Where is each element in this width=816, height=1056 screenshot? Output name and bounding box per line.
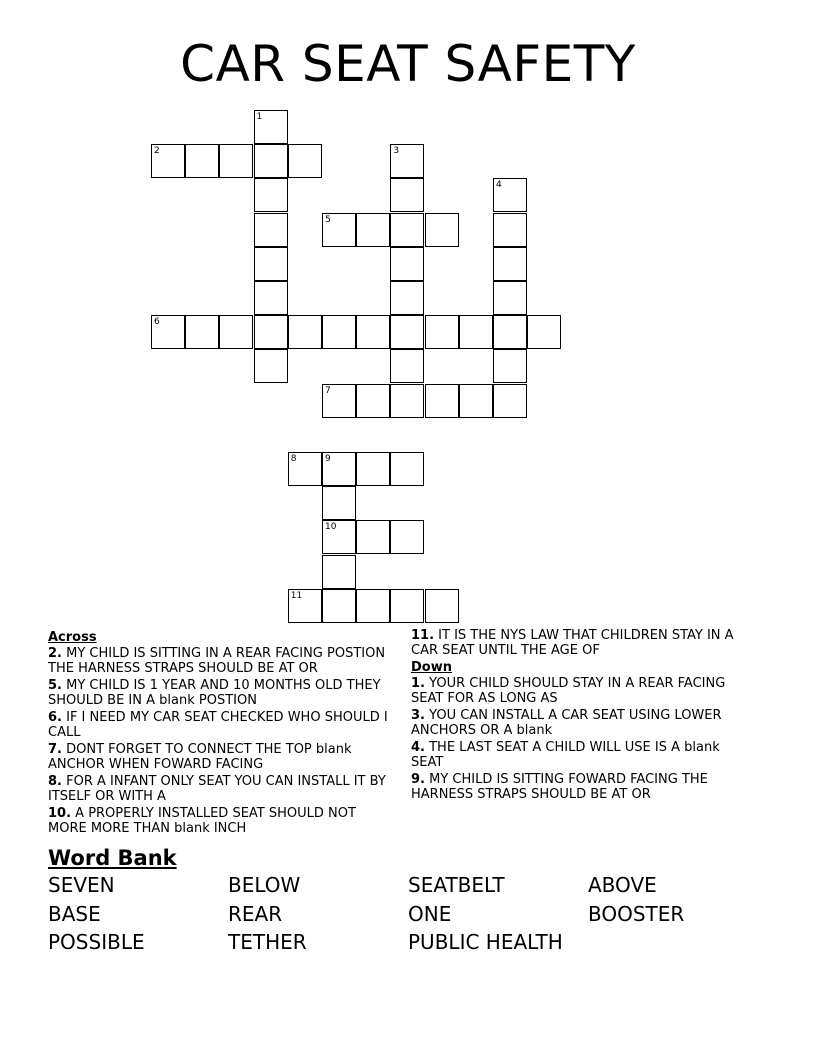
crossword-cell[interactable]	[185, 315, 219, 349]
word-bank-item: BASE	[48, 901, 101, 926]
clue-item-number: 1.	[411, 676, 425, 691]
crossword-cell[interactable]	[254, 315, 288, 349]
crossword-cell[interactable]	[288, 315, 322, 349]
crossword-cell[interactable]	[322, 555, 356, 589]
crossword-cell[interactable]	[390, 247, 424, 281]
clue-item	[411, 740, 753, 770]
crossword-cell[interactable]	[425, 589, 459, 623]
crossword-cell[interactable]	[356, 315, 390, 349]
clue-item	[48, 710, 396, 740]
crossword-cell[interactable]	[356, 213, 390, 247]
crossword-cell[interactable]	[390, 144, 424, 178]
clue-item-number: 7.	[48, 742, 62, 757]
clue-item-text: THE LAST SEAT A CHILD WILL USE IS A blank SEAT	[411, 740, 720, 770]
clue-item-text: IT IS THE NYS LAW THAT CHILDREN STAY IN A CAR SEAT UNTIL THE AGE OF	[411, 628, 734, 658]
clue-item	[48, 678, 396, 708]
down-heading: Down	[411, 660, 452, 675]
clue-item-number: 9.	[411, 772, 425, 787]
crossword-cell[interactable]	[493, 349, 527, 383]
clue-item-text: A PROPERLY INSTALLED SEAT SHOULD NOT MORE MORE THAN blank INCH	[48, 806, 356, 836]
crossword-cell[interactable]	[254, 178, 288, 212]
crossword-cell[interactable]	[322, 589, 356, 623]
crossword-cell[interactable]	[288, 452, 322, 486]
clue-number: 2	[154, 146, 160, 157]
clues-right-column	[411, 628, 753, 804]
word-bank-item: BOOSTER	[588, 901, 685, 926]
crossword-cell[interactable]	[254, 144, 288, 178]
clue-number: 3	[393, 146, 400, 157]
clue-item-number: 8.	[48, 774, 62, 789]
crossword-cell[interactable]	[493, 384, 527, 418]
clue-item	[411, 628, 753, 658]
crossword-cell[interactable]	[254, 110, 288, 144]
crossword-cell[interactable]	[219, 144, 253, 178]
crossword-cell[interactable]	[185, 144, 219, 178]
across-clue-list	[48, 646, 396, 836]
clue-item-number: 2.	[48, 646, 62, 661]
crossword-cell[interactable]	[390, 384, 424, 418]
crossword-cell[interactable]	[322, 213, 356, 247]
word-bank	[48, 872, 768, 956]
clue-item-text: YOU CAN INSTALL A CAR SEAT USING LOWER ANCHORS OR A blank	[411, 708, 722, 738]
clue-number: 1	[256, 112, 263, 122]
crossword-cell[interactable]	[459, 315, 493, 349]
clue-number: 10	[325, 522, 337, 533]
word-bank-item: ABOVE	[588, 873, 657, 897]
crossword-cell[interactable]	[390, 520, 424, 554]
word-bank-item: TETHER	[228, 930, 307, 954]
clue-number: 4	[496, 180, 502, 191]
clue-item-number: 6.	[48, 710, 62, 725]
crossword-cell[interactable]	[493, 247, 527, 281]
crossword-cell[interactable]	[390, 281, 424, 315]
clue-number: 6	[154, 317, 160, 328]
crossword-cell[interactable]	[288, 144, 322, 178]
clue-item-text: FOR A INFANT ONLY SEAT YOU CAN INSTALL IT BY ITSELF OR WITH A	[48, 774, 386, 804]
clue-item	[48, 742, 396, 772]
clue-item-text: IF I NEED MY CAR SEAT CHECKED WHO SHOULD I CALL	[48, 710, 388, 740]
word-bank-item: REAR	[228, 901, 283, 926]
crossword-cell[interactable]	[254, 247, 288, 281]
clue-number: 8	[290, 454, 297, 464]
clue-item-text: MY CHILD IS SITTING FOWARD FACING THE HARNESS STRAPS SHOULD BE AT OR	[411, 772, 708, 802]
word-bank-item: BELOW	[228, 873, 301, 897]
word-bank-item: SEVEN	[48, 873, 115, 897]
crossword-cell[interactable]	[390, 178, 424, 212]
crossword-cell[interactable]	[322, 486, 356, 520]
crossword-cell[interactable]	[493, 213, 527, 247]
crossword-cell[interactable]	[390, 452, 424, 486]
crossword-cell[interactable]	[390, 315, 424, 349]
down-clue-list	[411, 676, 753, 802]
across-heading: Across	[48, 630, 97, 645]
clues-left-column	[48, 628, 396, 838]
clue-number: 7	[325, 385, 331, 396]
crossword-cell[interactable]	[493, 315, 527, 349]
clue-item-number: 10.	[48, 806, 72, 821]
clue-item-number: 3.	[411, 708, 425, 723]
across-clue-list-continued	[411, 628, 753, 658]
crossword-cell[interactable]	[254, 281, 288, 315]
clue-number: 5	[325, 214, 331, 225]
crossword-cell[interactable]	[254, 213, 288, 247]
clue-item	[411, 708, 753, 738]
clue-item-text: MY CHILD IS SITTING IN A REAR FACING POSTION THE HARNESS STRAPS SHOULD BE AT OR	[48, 646, 386, 676]
clue-item	[48, 806, 396, 836]
crossword-cell[interactable]	[151, 315, 185, 349]
crossword-cell[interactable]	[356, 452, 390, 486]
crossword-cell[interactable]	[390, 349, 424, 383]
crossword-cell[interactable]	[322, 315, 356, 349]
crossword-cell[interactable]	[425, 315, 459, 349]
crossword-cell[interactable]	[527, 315, 561, 349]
crossword-cell[interactable]	[493, 178, 527, 212]
crossword-cell[interactable]	[151, 144, 185, 178]
crossword-cell[interactable]	[356, 520, 390, 554]
clue-item	[48, 774, 396, 804]
clue-item-text: DONT FORGET TO CONNECT THE TOP blank ANCHOR WHEN FOWARD FACING	[48, 742, 352, 772]
clue-item	[411, 676, 753, 706]
clue-number: 11	[290, 590, 303, 601]
crossword-cell[interactable]	[425, 213, 459, 247]
crossword-cell[interactable]	[493, 281, 527, 315]
clue-item-number: 11.	[411, 628, 435, 643]
crossword-cell[interactable]	[254, 349, 288, 383]
crossword-cell[interactable]	[322, 520, 356, 554]
clue-number: 9	[325, 454, 331, 464]
word-bank-item: POSSIBLE	[48, 930, 145, 954]
clue-item-number: 5.	[48, 678, 62, 693]
crossword-cell[interactable]	[459, 384, 493, 418]
crossword-cell[interactable]	[322, 452, 356, 486]
crossword-cell[interactable]	[390, 589, 424, 623]
crossword-cell[interactable]	[219, 315, 253, 349]
word-bank-item: SEATBELT	[408, 873, 505, 897]
word-bank-title: Word Bank	[48, 846, 177, 870]
page-title: CAR SEAT SAFETY	[180, 35, 636, 93]
crossword-cell[interactable]	[288, 589, 322, 623]
clue-item-text: MY CHILD IS 1 YEAR AND 10 MONTHS OLD THEY SHOULD BE IN A blank POSTION	[48, 678, 381, 708]
crossword-cell[interactable]	[322, 384, 356, 418]
clue-item	[48, 646, 396, 676]
word-bank-item: PUBLIC HEALTH	[408, 930, 563, 954]
clue-item-text: YOUR CHILD SHOULD STAY IN A REAR FACING SEAT FOR AS LONG AS	[411, 676, 726, 706]
clue-item-number: 4.	[411, 740, 425, 755]
crossword-cell[interactable]	[425, 384, 459, 418]
word-bank-item: ONE	[408, 901, 452, 926]
crossword-cell[interactable]	[390, 213, 424, 247]
clue-item	[411, 772, 753, 802]
crossword-cell[interactable]	[356, 589, 390, 623]
crossword-cell[interactable]	[356, 384, 390, 418]
